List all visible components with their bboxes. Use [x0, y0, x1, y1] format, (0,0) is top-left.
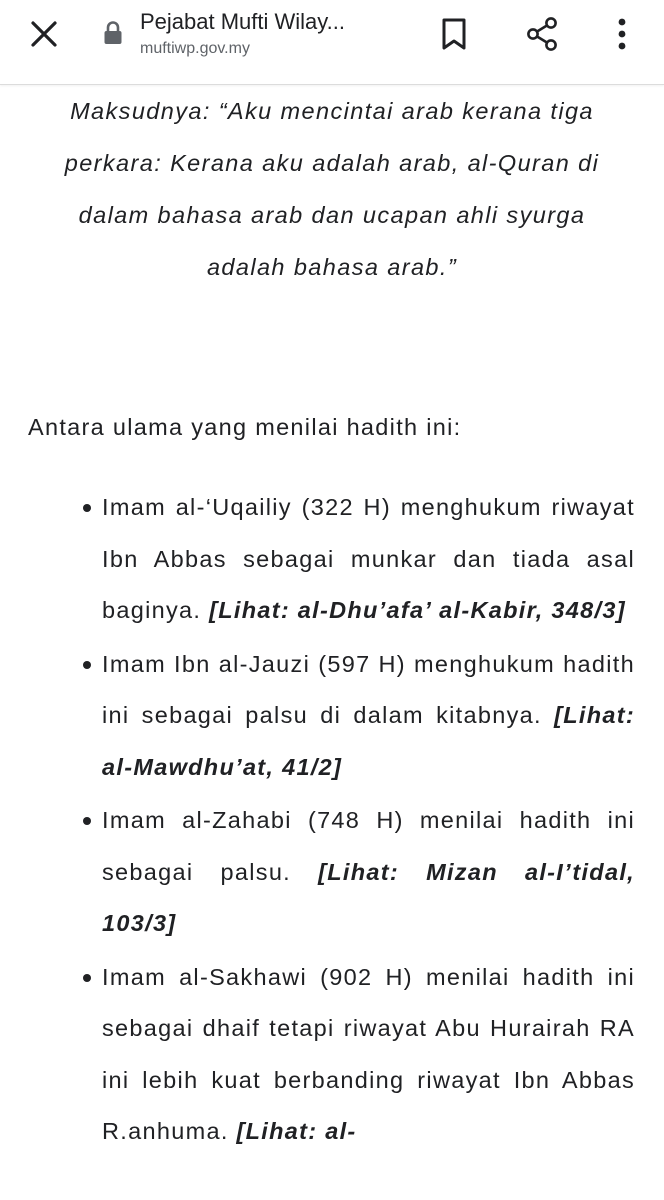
bullet-marker: [83, 504, 91, 512]
list-item: [0, 482, 664, 637]
list-item-text: Imam al-‘Uqailiy (322 H) menghukum riwayat Ibn Abbas sebagai munkar dan tiada asal baginya.: [102, 494, 635, 623]
article-content[interactable]: [0, 85, 664, 1200]
browser-toolbar: [0, 0, 664, 85]
bookmark-button[interactable]: [430, 10, 478, 58]
page-title: Pejabat Mufti Wilay...: [140, 9, 345, 34]
list-item-reference: [Lihat: al-: [236, 1118, 357, 1144]
share-button[interactable]: [518, 10, 566, 58]
bullet-marker: [83, 817, 91, 825]
bullet-marker: [83, 661, 91, 669]
list-item-reference: [Lihat: al-Mawdhu’at, 41/2]: [102, 702, 635, 780]
scholars-intro: Antara ulama yang menilai hadith ini:: [28, 414, 462, 440]
lock-icon: [102, 20, 124, 46]
scholar-list: [0, 482, 664, 1160]
page-title-block[interactable]: [140, 8, 410, 60]
list-item-text: Imam Ibn al-Jauzi (597 H) menghukum hadith ini sebagai palsu di dalam kitabnya.: [102, 650, 635, 728]
list-item: [0, 795, 664, 950]
list-item: [0, 639, 664, 794]
bookmark-icon: [439, 17, 469, 51]
close-button[interactable]: [20, 10, 68, 58]
list-item-reference: [Lihat: al-Dhu’afa’ al-Kabir, 348/3]: [209, 597, 626, 623]
list-item: [0, 952, 664, 1158]
more-menu-button[interactable]: [598, 10, 646, 58]
page-url: muftiwp.gov.my: [140, 40, 250, 57]
list-item-text: Imam al-Zahabi (748 H) menilai hadith ini sebagai palsu.: [102, 807, 635, 885]
bullet-marker: [83, 974, 91, 982]
share-icon: [524, 16, 560, 52]
more-vert-icon: [616, 17, 628, 51]
list-item-reference: [Lihat: Mizan al-I’tidal, 103/3]: [102, 858, 635, 936]
hadith-translation-quote: Maksudnya: “Aku mencintai arab kerana tiga perkara: Kerana aku adalah arab, al-Quran di dalam bahasa arab dan ucapan ahli syurga adalah bahasa arab.”: [64, 98, 600, 280]
close-icon: [29, 19, 59, 49]
list-item-text: Imam al-Sakhawi (902 H) menilai hadith ini sebagai dhaif tetapi riwayat Abu Hurairah RA ini lebih kuat berbanding riwayat Ibn Abbas R.anhuma.: [102, 963, 635, 1144]
